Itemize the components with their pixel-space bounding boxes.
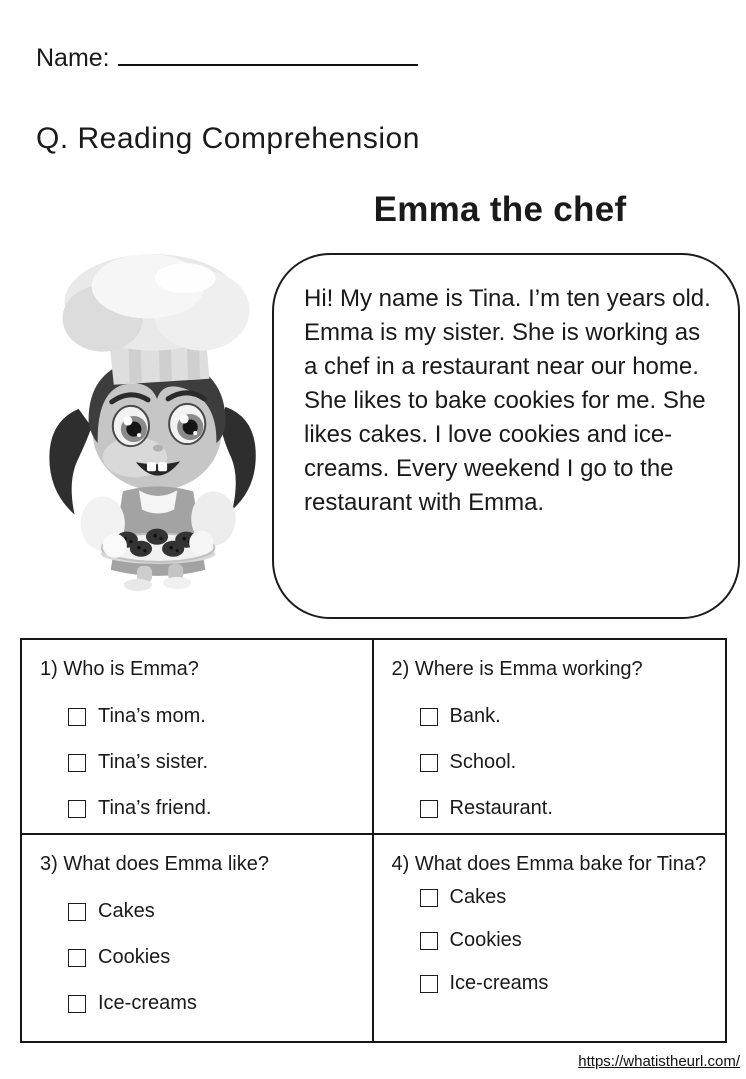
answer-option (68, 796, 360, 821)
answer-checkbox[interactable] (68, 800, 86, 818)
question-1-options (40, 704, 360, 821)
option-label: Tina’s sister. (98, 751, 209, 773)
question-2-label: 2) Where is Emma working? (391, 658, 643, 680)
question-cell-2 (374, 640, 726, 835)
passage-title: Emma the chef (373, 190, 627, 229)
questions-table (20, 638, 727, 1043)
name-label: Name: (36, 44, 110, 72)
answer-option (420, 885, 714, 910)
answer-option (420, 928, 714, 953)
name-field[interactable] (118, 44, 418, 66)
answer-checkbox[interactable] (420, 708, 438, 726)
answer-checkbox[interactable] (68, 708, 86, 726)
answer-checkbox[interactable] (420, 889, 438, 907)
question-3-label: 3) What does Emma like? (40, 853, 269, 875)
passage-bubble (272, 253, 740, 619)
option-label: Tina’s mom. (98, 705, 206, 727)
question-4-options (392, 885, 714, 996)
answer-option (68, 899, 360, 924)
answer-option (68, 991, 360, 1016)
passage-text: Hi! My name is Tina. I’m ten years old. Emma is my sister. She is working as a chef in a restaurant near our home. She likes to bake cookies for me. She likes cakes. I love cookies and ice-creams. Every weekend I go to the restaurant with Emma. (304, 285, 711, 516)
answer-checkbox[interactable] (420, 754, 438, 772)
answer-option (420, 971, 714, 996)
answer-checkbox[interactable] (68, 995, 86, 1013)
name-row (36, 44, 418, 73)
option-label: Cookies (98, 946, 171, 968)
section-heading: Q. Reading Comprehension (36, 122, 420, 155)
answer-option (420, 750, 714, 775)
question-3-options (40, 899, 360, 1016)
answer-option (420, 796, 714, 821)
answer-checkbox[interactable] (68, 949, 86, 967)
question-1-label: 1) Who is Emma? (40, 658, 199, 680)
option-label: Tina’s friend. (98, 797, 212, 819)
answer-checkbox[interactable] (68, 754, 86, 772)
answer-option (68, 704, 360, 729)
footer-url-link[interactable]: https://whatistheurl.com/ (578, 1053, 740, 1070)
option-label: Cakes (449, 886, 507, 908)
answer-option (420, 704, 714, 729)
answer-checkbox[interactable] (420, 975, 438, 993)
question-cell-4 (374, 835, 726, 1041)
option-label: Cakes (98, 900, 155, 922)
answer-option (68, 750, 360, 775)
answer-checkbox[interactable] (68, 903, 86, 921)
answer-option (68, 945, 360, 970)
question-cell-3 (22, 835, 374, 1041)
answer-checkbox[interactable] (420, 932, 438, 950)
option-label: Bank. (449, 705, 501, 727)
question-cell-1 (22, 640, 374, 835)
option-label: School. (449, 751, 517, 773)
option-label: Cookies (449, 929, 522, 951)
question-2-options (392, 704, 714, 821)
girl-chef-illustration (32, 250, 268, 592)
option-label: Restaurant. (449, 797, 553, 819)
question-4-label: 4) What does Emma bake for Tina? (391, 853, 707, 875)
option-label: Ice-creams (98, 992, 197, 1014)
option-label: Ice-creams (449, 972, 549, 994)
answer-checkbox[interactable] (420, 800, 438, 818)
